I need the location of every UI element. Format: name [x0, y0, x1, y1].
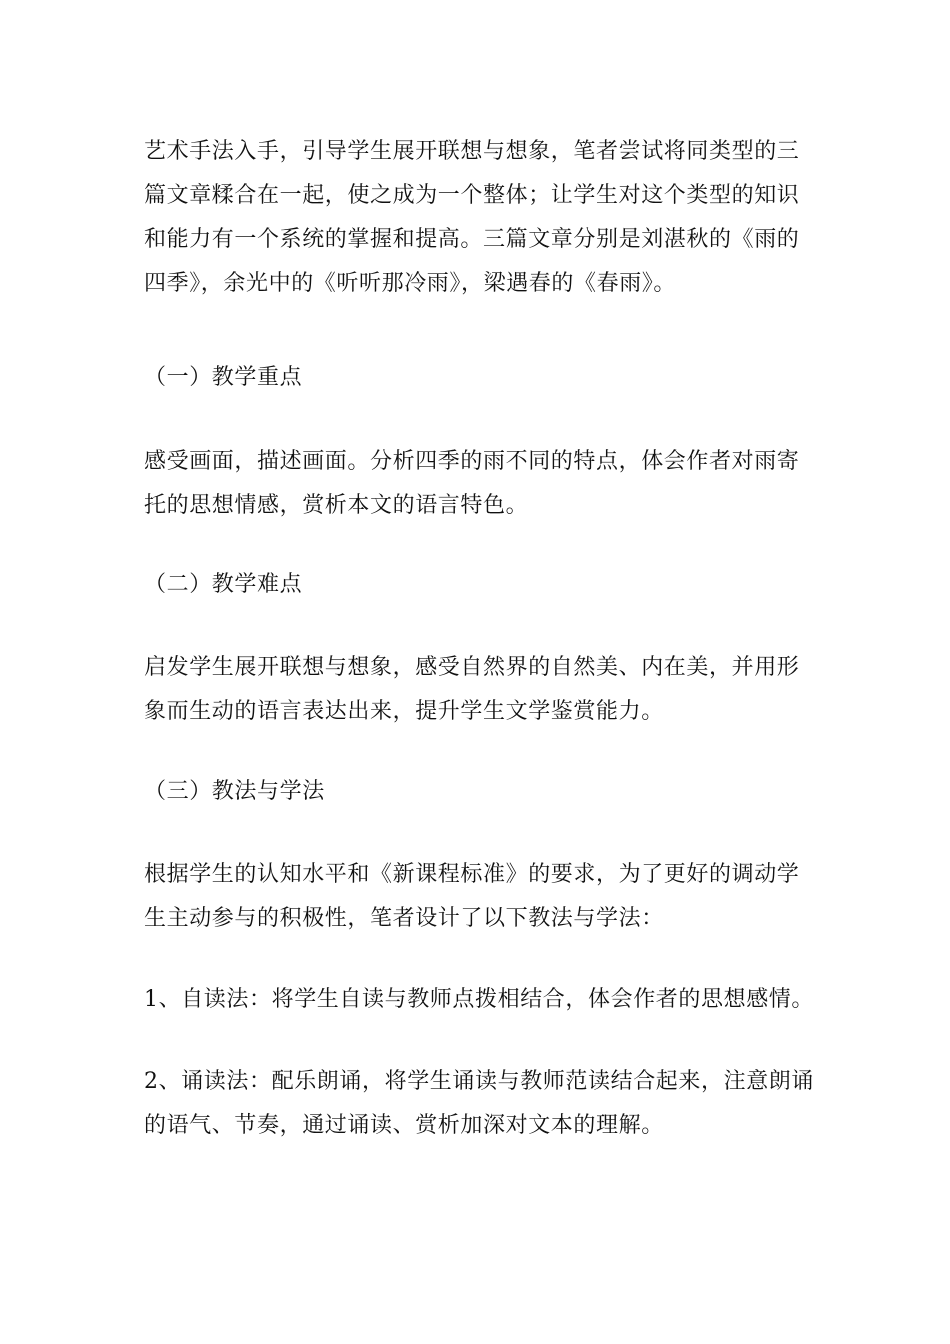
- paragraph-line: 艺术手法入手，引导学生展开联想与想象，笔者尝试将同类型的三: [144, 139, 800, 164]
- method-item-self-reading: [144, 978, 812, 1022]
- list-item: 的语气、节奏，通过诵读、赏析加深对文本的理解。: [144, 1113, 664, 1138]
- paragraph-line: 感受画面，描述画面。分析四季的雨不同的特点，体会作者对雨寄: [144, 449, 800, 474]
- key-points-paragraph: [144, 440, 812, 528]
- list-item: 2、诵读法：配乐朗诵，将学生诵读与教师范读结合起来，注意朗诵: [144, 1069, 814, 1094]
- list-item: 1、自读法：将学生自读与教师点拨相结合，体会作者的思想感情。: [144, 987, 814, 1012]
- paragraph-line: 四季》，余光中的《听听那冷雨》，梁遇春的《春雨》。: [144, 271, 677, 296]
- paragraph-line: 象而生动的语言表达出来，提升学生文学鉴赏能力。: [144, 699, 664, 724]
- section-heading-difficulties: （二）教学难点: [144, 572, 303, 597]
- paragraph-line: 和能力有一个系统的掌握和提高。三篇文章分别是刘湛秋的《雨的: [144, 227, 800, 252]
- intro-paragraph: [144, 130, 812, 306]
- paragraph-line: 托的思想情感，赏析本文的语言特色。: [144, 493, 529, 518]
- difficulties-paragraph: [144, 646, 812, 734]
- section-heading-key-points: （一）教学重点: [144, 365, 303, 390]
- methods-paragraph: [144, 853, 812, 941]
- paragraph-line: 根据学生的认知水平和《新课程标准》的要求，为了更好的调动学: [144, 862, 800, 887]
- paragraph-line: 生主动参与的积极性，笔者设计了以下教法与学法：: [144, 906, 664, 931]
- method-item-recitation: [144, 1060, 812, 1148]
- section-heading-methods: （三）教法与学法: [144, 779, 325, 804]
- paragraph-line: 篇文章糅合在一起，使之成为一个整体；让学生对这个类型的知识: [144, 183, 800, 208]
- paragraph-line: 启发学生展开联想与想象，感受自然界的自然美、内在美，并用形: [144, 655, 800, 680]
